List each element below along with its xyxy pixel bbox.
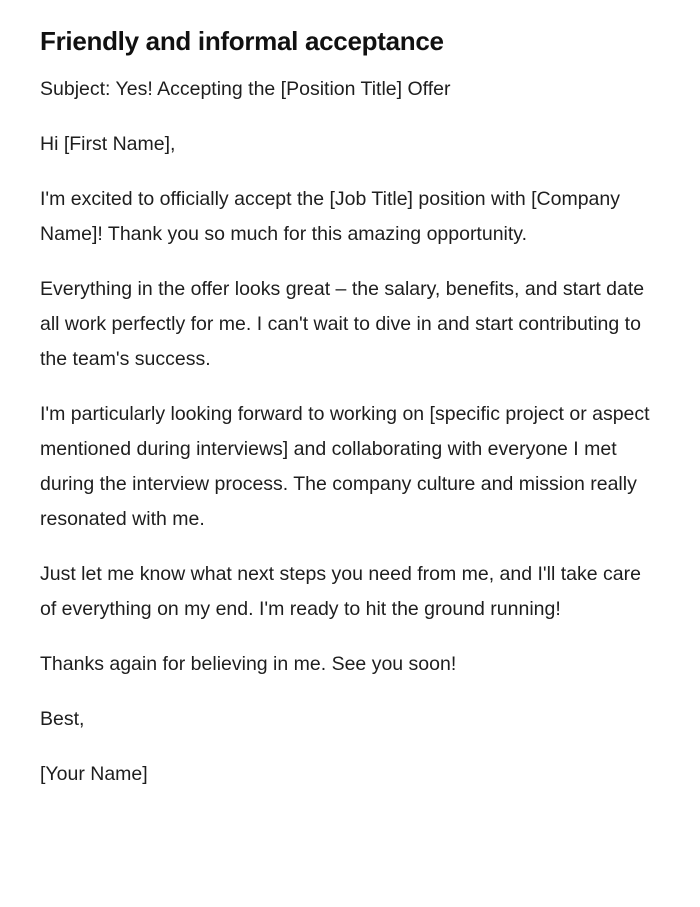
body-paragraph-5: Thanks again for believing in me. See you soon!	[40, 653, 457, 675]
body-paragraph-2: Everything in the offer looks great – the salary, benefits, and start date all work perfectly for me. I can't wait to dive in and start contributing to the team's success.	[40, 278, 645, 370]
body-paragraph-4: Just let me know what next steps you need from me, and I'll take care of everything on my end. I'm ready to hit the ground running!	[40, 563, 641, 620]
email-subject: Subject: Yes! Accepting the [Position Title] Offer	[40, 78, 451, 100]
document-title: Friendly and informal acceptance	[40, 26, 444, 56]
email-signature: [Your Name]	[40, 763, 148, 785]
email-greeting: Hi [First Name],	[40, 133, 176, 155]
email-closing: Best,	[40, 708, 85, 730]
body-paragraph-1: I'm excited to officially accept the [Job Title] position with [Company Name]! Thank you so much for this amazing opportunity.	[40, 188, 620, 245]
body-paragraph-3: I'm particularly looking forward to working on [specific project or aspect mentioned during interviews] and collaborating with everyone I met during the interview process. The company culture and mission really resonated with me.	[40, 403, 650, 530]
